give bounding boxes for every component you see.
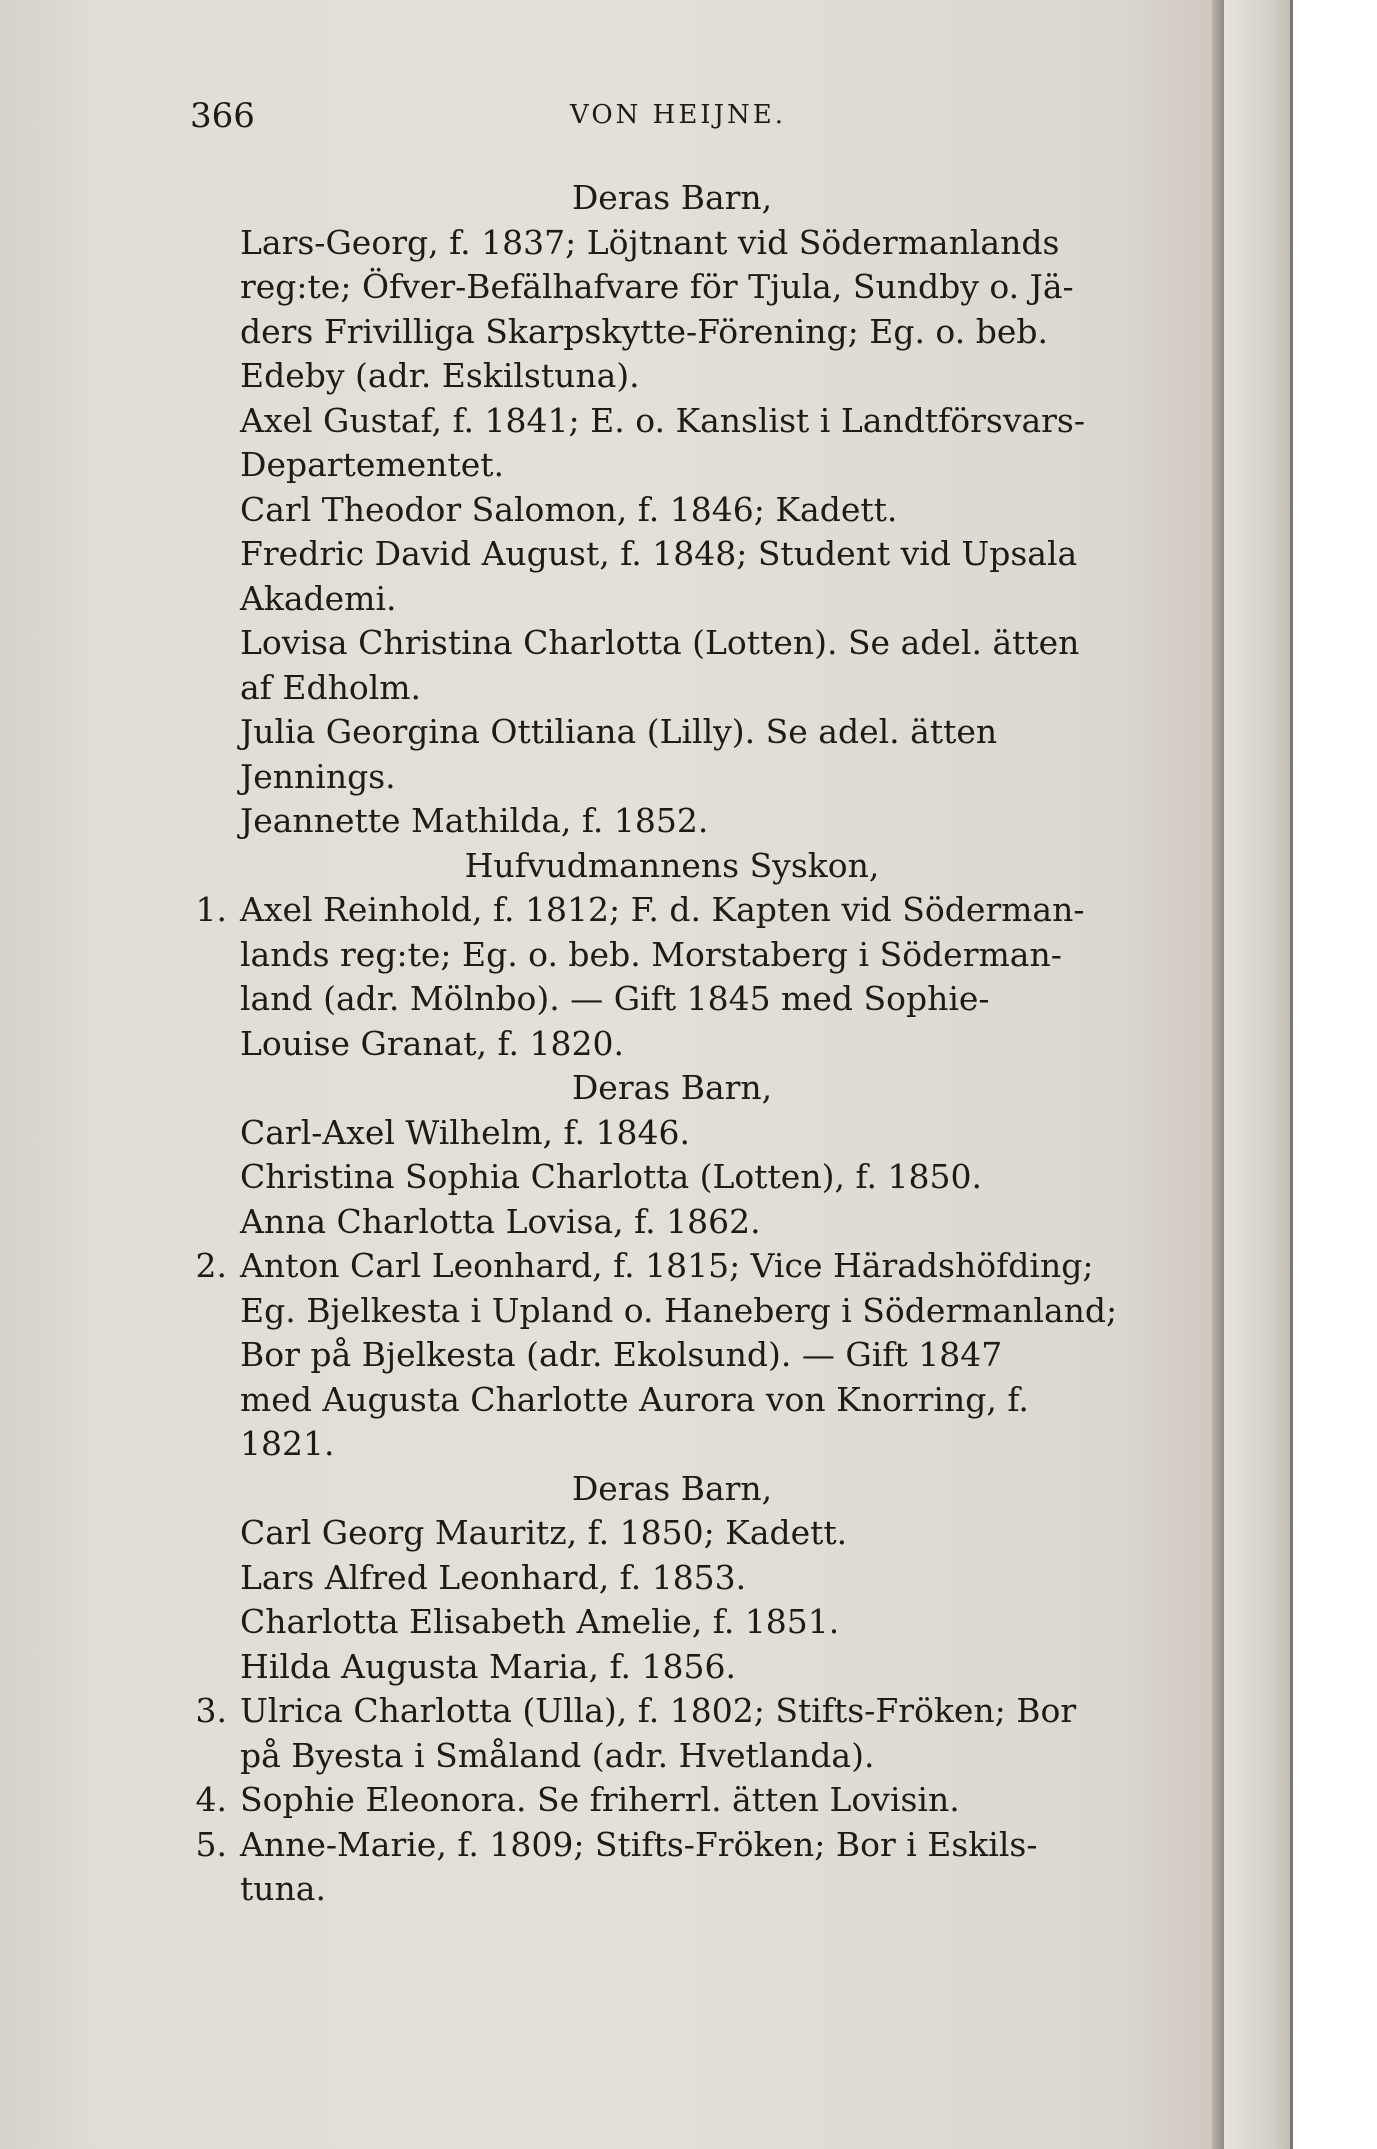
page-edge: [1224, 0, 1290, 2149]
line-text: Hilda Augusta Maria, f. 1856.: [240, 1646, 736, 1686]
line-text: Lars Alfred Leonhard, f. 1853.: [240, 1557, 747, 1597]
text-line: [192, 265, 1192, 310]
line-text: Carl Theodor Salomon, f. 1846; Kadett.: [240, 489, 898, 529]
line-text: Axel Gustaf, f. 1841; E. o. Kanslist i Landtförsvars-: [240, 400, 1086, 440]
text-line: [192, 1289, 1192, 1334]
text-line: [192, 354, 1192, 399]
text-line: [192, 399, 1192, 444]
line-text: Lovisa Christina Charlotta (Lotten). Se adel. ätten: [240, 623, 1080, 662]
section-heading: [192, 844, 1192, 889]
text-line: [192, 1645, 1192, 1690]
entry-number: 2.: [195, 1246, 227, 1285]
line-text: Bor på Bjelkesta (adr. Ekolsund). — Gift 1847: [240, 1335, 1003, 1374]
text-line: [192, 977, 1192, 1022]
line-text: Deras Barn,: [571, 178, 773, 217]
text-line: [192, 1823, 1192, 1868]
text-line: [192, 310, 1192, 355]
line-text: Lars-Georg, f. 1837; Löjtnant vid Södermanlands: [240, 222, 1060, 262]
text-line: [192, 1422, 1192, 1467]
entry-number: 1.: [195, 890, 227, 929]
line-text: Edeby (adr. Eskilstuna).: [240, 356, 640, 395]
text-line: [192, 888, 1192, 933]
line-text: Charlotta Elisabeth Amelie, f. 1851.: [240, 1602, 840, 1641]
line-text: Ulrica Charlotta (Ulla), f. 1802; Stifts-Fröken; Bor: [240, 1691, 1077, 1730]
text-line: [192, 1022, 1192, 1067]
line-text: land (adr. Mölnbo). — Gift 1845 med Sophie-: [240, 979, 990, 1018]
text-line: [192, 1244, 1192, 1289]
line-text: Anton Carl Leonhard, f. 1815; Vice Häradshöfding;: [240, 1246, 1094, 1285]
text-line: [192, 221, 1192, 266]
line-text: Hufvudmannens Syskon,: [464, 845, 880, 885]
text-line: [192, 1155, 1192, 1200]
text-line: [192, 1111, 1192, 1156]
text-line: [192, 532, 1192, 577]
page-header: [190, 96, 1170, 146]
text-line: [192, 1333, 1192, 1378]
entry-number: 5.: [195, 1824, 227, 1864]
genealogy-text: [192, 176, 1192, 1912]
text-line: [192, 621, 1192, 666]
section-heading: [192, 176, 1192, 221]
text-line: [192, 933, 1192, 978]
line-text: Deras Barn,: [571, 1068, 773, 1107]
text-line: [192, 1689, 1192, 1734]
section-heading: [192, 1467, 1192, 1512]
line-text: Anne-Marie, f. 1809; Stifts-Fröken; Bor i Eskils-: [240, 1824, 1038, 1864]
line-text: Akademi.: [240, 578, 397, 618]
line-text: Carl-Axel Wilhelm, f. 1846.: [240, 1112, 690, 1152]
line-text: Sophie Eleonora. Se friherrl. ätten Lovisin.: [240, 1780, 960, 1819]
text-line: [192, 1600, 1192, 1645]
entry-number: 4.: [195, 1780, 227, 1819]
book-spine: [1212, 0, 1224, 2149]
line-text: Deras Barn,: [571, 1468, 773, 1508]
line-text: Fredric David August, f. 1848; Student vid Upsala: [240, 534, 1078, 573]
line-text: 1821.: [240, 1424, 335, 1463]
text-line: [192, 443, 1192, 488]
section-heading: [192, 1066, 1192, 1111]
text-line: [192, 1556, 1192, 1601]
line-text: på Byesta i Småland (adr. Hvetlanda).: [240, 1735, 875, 1775]
running-title: VON HEIJNE.: [570, 100, 786, 130]
text-line: [192, 1378, 1192, 1423]
line-text: tuna.: [240, 1869, 326, 1908]
line-text: af Edholm.: [240, 667, 422, 707]
line-text: Axel Reinhold, f. 1812; F. d. Kapten vid Söderman-: [240, 890, 1085, 929]
line-text: Jennings.: [240, 756, 396, 796]
line-text: Carl Georg Mauritz, f. 1850; Kadett.: [240, 1513, 848, 1552]
line-text: ders Frivilliga Skarpskytte-Förening; Eg. o. beb.: [240, 311, 1048, 351]
text-line: [192, 488, 1192, 533]
line-text: Louise Granat, f. 1820.: [240, 1023, 625, 1063]
text-line: [192, 710, 1192, 755]
line-text: reg:te; Öfver-Befälhafvare för Tjula, Sundby o. Jä-: [240, 267, 1074, 306]
entry-number: 3.: [195, 1691, 227, 1730]
text-line: [192, 1734, 1192, 1779]
text-line: [192, 755, 1192, 800]
text-line: [192, 799, 1192, 844]
line-text: med Augusta Charlotte Aurora von Knorring, f.: [240, 1379, 1029, 1419]
page-number: 366: [190, 96, 255, 136]
text-line: [192, 1778, 1192, 1823]
line-text: Eg. Bjelkesta i Upland o. Haneberg i Södermanland;: [240, 1290, 1118, 1330]
line-text: Christina Sophia Charlotta (Lotten), f. 1850.: [240, 1157, 982, 1196]
line-text: Departementet.: [240, 445, 504, 484]
text-line: [192, 1511, 1192, 1556]
text-line: [192, 666, 1192, 711]
line-text: Julia Georgina Ottiliana (Lilly). Se adel. ätten: [240, 712, 998, 751]
line-text: lands reg:te; Eg. o. beb. Morstaberg i Söderman-: [240, 934, 1062, 974]
text-line: [192, 1200, 1192, 1245]
line-text: Anna Charlotta Lovisa, f. 1862.: [240, 1201, 761, 1241]
page-edge-line: [1290, 0, 1293, 2149]
text-line: [192, 1867, 1192, 1912]
text-line: [192, 577, 1192, 622]
line-text: Jeannette Mathilda, f. 1852.: [240, 801, 709, 840]
